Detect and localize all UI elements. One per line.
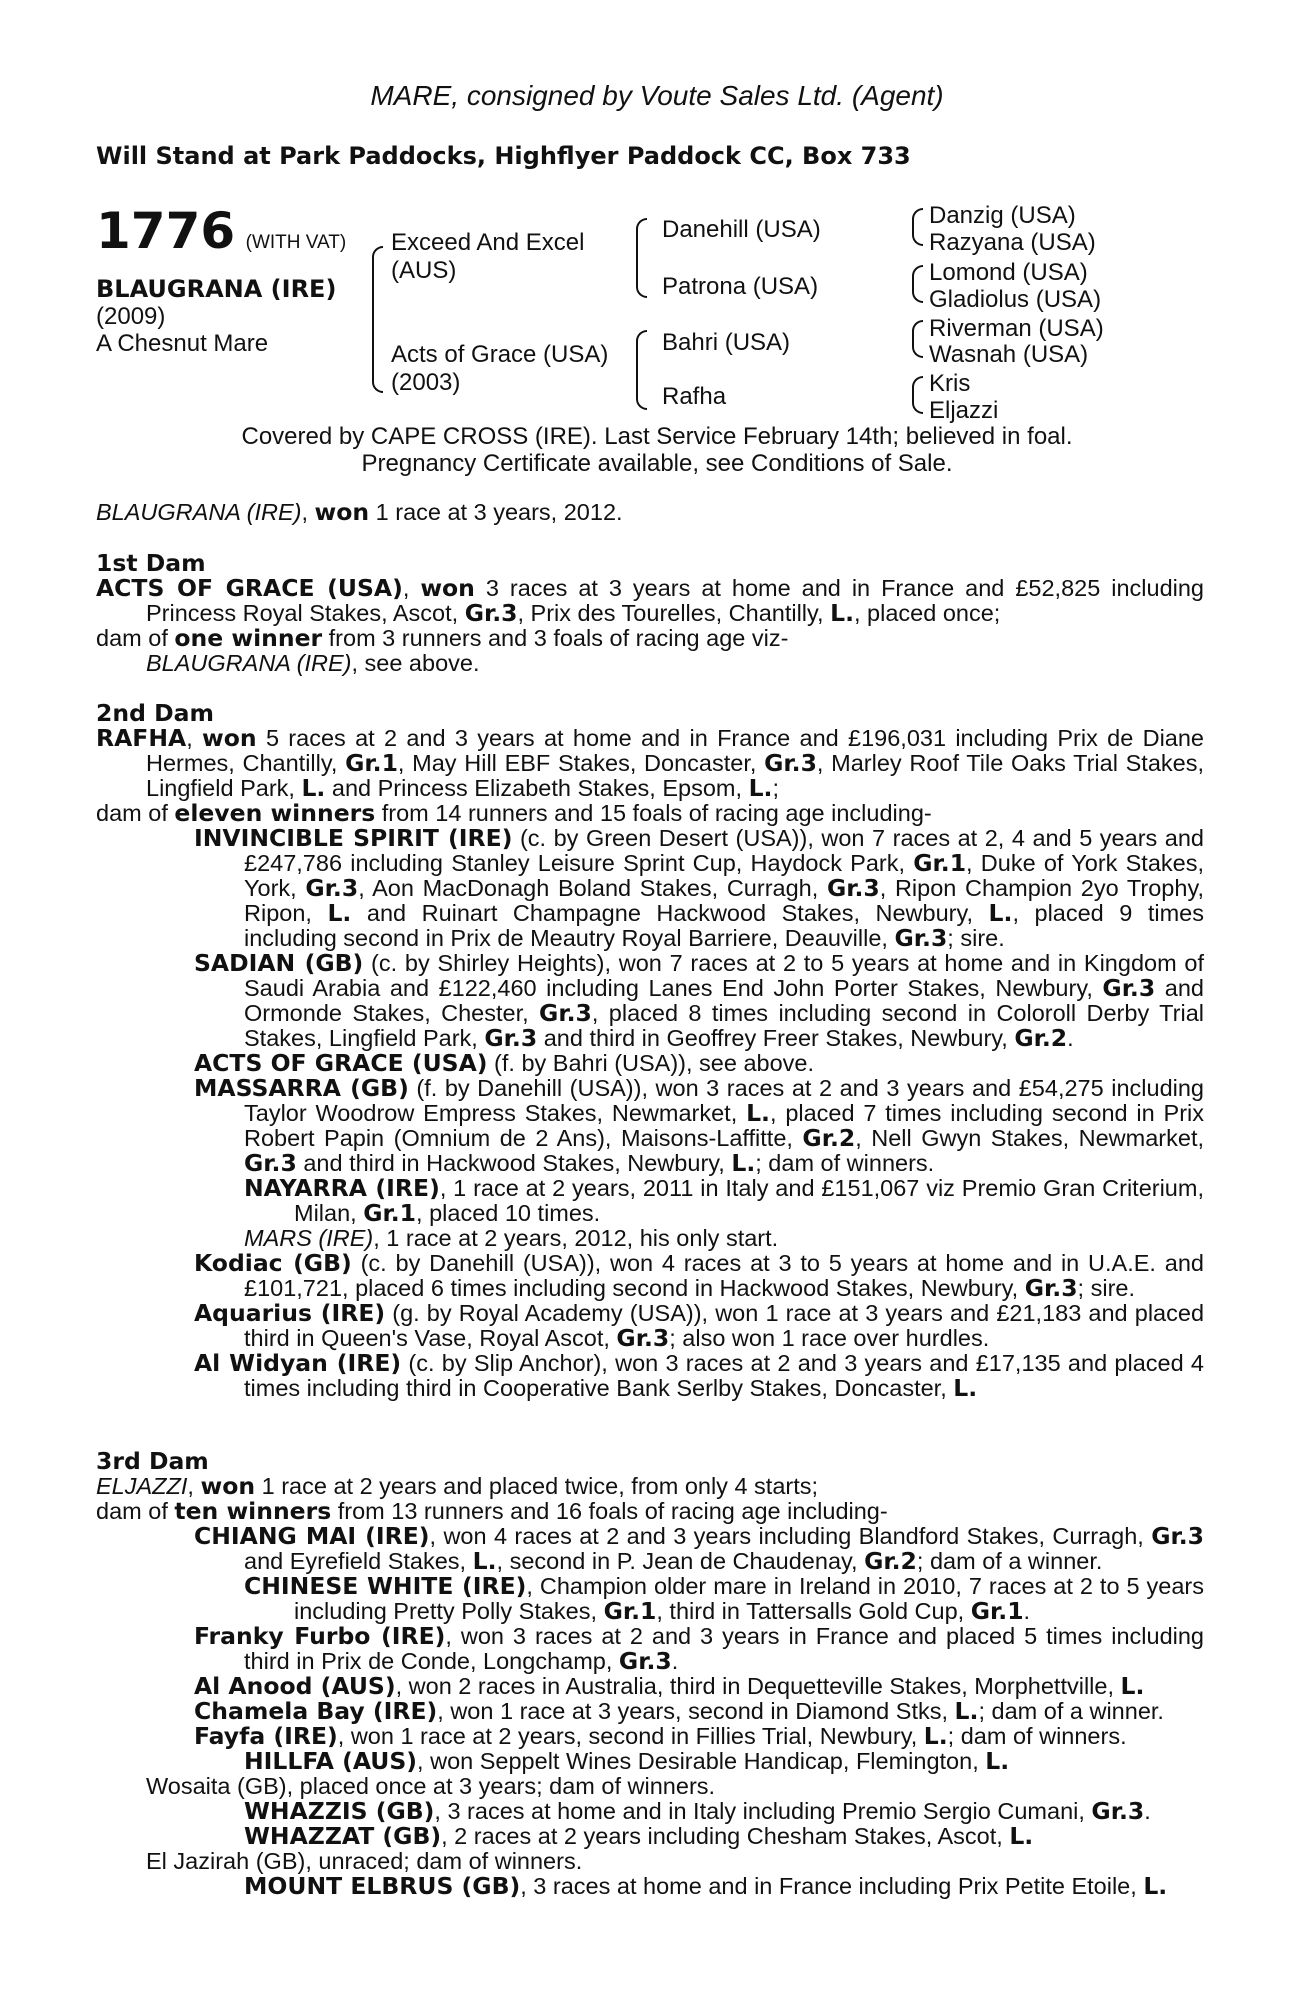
pedigree-brace-rafha xyxy=(912,376,923,414)
pedigree-brace-dam xyxy=(636,330,647,410)
offspring-sadian: SADIAN (GB) (c. by Shirley Heights), won 7 races at 2 to 5 years at home and in Kingdom of Saudi Arabia and £122,460 including Lanes End John Porter Stakes, Newbury, Gr.3 and Ormonde Stakes, Chester, Gr.3, placed 8 times including second in Coloroll Derby Trial Stakes, Lingfield Park, Gr.3 and third in Geoffrey Freer Stakes, Newbury, Gr.2. xyxy=(194,949,1204,1052)
pedigree-brace-danehill xyxy=(912,208,923,246)
pedigree-gen3: Lomond (USA) xyxy=(929,259,1088,286)
offspring-franky-furbo: Franky Furbo (IRE), won 3 races at 2 and 3 years in France and placed 5 times including third in Prix de Conde, Longchamp, Gr.3. xyxy=(194,1622,1204,1675)
grandoffspring-mount-elbrus: MOUNT ELBRUS (GB), 3 races at home and in France including Prix Petite Etoile, L. xyxy=(244,1872,1168,1900)
offspring-chamela-bay: Chamela Bay (IRE), won 1 race at 3 years, second in Diamond Stks, L.; dam of a winner. xyxy=(194,1697,1164,1725)
grandoffspring-nayarra: NAYARRA (IRE), 1 race at 2 years, 2011 in Italy and £151,067 viz Premio Gran Criterium, Milan, Gr.1, placed 10 times. xyxy=(244,1174,1204,1227)
first-dam-produce: dam of one winner from 3 runners and 3 foals of racing age viz- xyxy=(96,624,789,652)
third-dam-section xyxy=(96,1449,1204,1899)
offspring-chiang-mai: CHIANG MAI (IRE), won 4 races at 2 and 3 years including Blandford Stakes, Curragh, Gr.3 and Eyrefield Stakes, L., second in P. Jean de Chaudenay, Gr.2; dam of a winner. xyxy=(194,1522,1204,1575)
pedigree-brace-gen1 xyxy=(372,246,383,393)
pedigree-gen3: Eljazzi xyxy=(929,397,999,424)
first-dam-record: ACTS OF GRACE (USA), won 3 races at 3 years at home and in France and £52,825 including Princess Royal Stakes, Ascot, Gr.3, Prix des Tourelles, Chantilly, L., placed once; xyxy=(96,574,1205,627)
offspring-kodiac: Kodiac (GB) (c. by Danehill (USA)), won 4 races at 3 to 5 years at home and in U.A.E. and £101,721, placed 6 times including second in Hackwood Stakes, Newbury, Gr.3; sire. xyxy=(194,1249,1204,1302)
offspring-al-widyan: Al Widyan (IRE) (c. by Slip Anchor), won 3 races at 2 and 3 years and £17,135 and placed 4 times including third in Cooperative Bank Serlby Stakes, Doncaster, L. xyxy=(194,1349,1204,1402)
pedigree-brace-sire xyxy=(636,218,647,298)
offspring-aquarius: Aquarius (IRE) (g. by Royal Academy (USA)), won 1 race at 3 years and £21,183 and placed third in Queen's Vase, Royal Ascot, Gr.3; also won 1 race over hurdles. xyxy=(194,1299,1205,1352)
consignor-line: MARE, consigned by Voute Sales Ltd. (Agent) xyxy=(370,80,944,111)
covering-note: Covered by CAPE CROSS (IRE). Last Service February 14th; believed in foal. Pregnancy Certificate available, see Conditions of Sale. xyxy=(241,423,1073,477)
pedigree-dam: Acts of Grace (USA) (2003) xyxy=(391,341,609,396)
third-dam-heading: 3rd Dam xyxy=(96,1447,209,1475)
offspring-fayfa: Fayfa (IRE), won 1 race at 2 years, second in Fillies Trial, Newbury, L.; dam of winners. xyxy=(194,1722,1127,1750)
offspring-massarra: MASSARRA (GB) (f. by Danehill (USA)), won 3 races at 2 and 3 years and £54,275 including Taylor Woodrow Empress Stakes, Newmarket, L., placed 7 times including second in Prix Robert Papin (Omnium de 2 Ans), Maisons-Laffitte, Gr.2, Nell Gwyn Stakes, Newmarket, Gr.3 and third in Hackwood Stakes, Newbury, L.; dam of winners. xyxy=(194,1074,1204,1177)
grandoffspring-chinese-white: CHINESE WHITE (IRE), Champion older mare in Ireland in 2010, 7 races at 2 to 5 years including Pretty Polly Stakes, Gr.1, third in Tattersalls Gold Cup, Gr.1. xyxy=(244,1572,1204,1625)
grandoffspring-mars: MARS (IRE), 1 race at 2 years, 2012, his only start. xyxy=(244,1225,779,1251)
pedigree-granddam-paternal: Patrona (USA) xyxy=(662,273,819,300)
stand-location: Will Stand at Park Paddocks, Highflyer Paddock CC, Box 733 xyxy=(96,142,911,170)
race-record: BLAUGRANA (IRE), won 1 race at 3 years, 2012. xyxy=(96,498,623,526)
grandoffspring-hillfa: HILLFA (AUS), won Seppelt Wines Desirable Handicap, Flemington, L. xyxy=(244,1747,1010,1775)
grandoffspring-whazzat: WHAZZAT (GB), 2 races at 2 years including Chesham Stakes, Ascot, L. xyxy=(244,1822,1034,1850)
pedigree-gen3: Kris xyxy=(929,370,971,397)
horse-year: (2009) xyxy=(96,303,166,330)
second-dam-produce: dam of eleven winners from 14 runners and 15 foals of racing age including- xyxy=(96,799,932,827)
pedigree-granddam-maternal: Rafha xyxy=(662,383,727,410)
lot-number: 1776 xyxy=(96,202,236,260)
third-dam-record: ELJAZZI, won 1 race at 2 years and placed twice, from only 4 starts; xyxy=(96,1472,819,1500)
first-dam-offspring: BLAUGRANA (IRE), see above. xyxy=(146,650,480,676)
pedigree-grandsire-paternal: Danehill (USA) xyxy=(662,216,821,243)
grandoffspring-whazzis: WHAZZIS (GB), 3 races at home and in Italy including Premio Sergio Cumani, Gr.3. xyxy=(244,1797,1151,1825)
pedigree-gen3: Danzig (USA) xyxy=(929,202,1076,229)
pedigree-sire: Exceed And Excel (AUS) xyxy=(391,229,585,284)
lot-number-block xyxy=(96,202,346,260)
third-dam-produce: dam of ten winners from 13 runners and 16 foals of racing age including- xyxy=(96,1497,888,1525)
first-dam-section xyxy=(96,551,1204,676)
pedigree-gen3: Gladiolus (USA) xyxy=(929,286,1102,313)
offspring-wosaita: Wosaita (GB), placed once at 3 years; dam of winners. xyxy=(146,1773,716,1799)
pedigree-brace-patrona xyxy=(912,265,923,303)
pedigree-gen3: Wasnah (USA) xyxy=(929,341,1089,368)
second-dam-record: RAFHA, won 5 races at 2 and 3 years at home and in France and £196,031 including Prix de Diane Hermes, Chantilly, Gr.1, May Hill EBF Stakes, Doncaster, Gr.3, Marley Roof Tile Oaks Trial Stakes, Lingfield Park, L. and Princess Elizabeth Stakes, Epsom, L.; xyxy=(96,724,1204,802)
horse-name: BLAUGRANA (IRE) xyxy=(96,275,337,303)
first-dam-heading: 1st Dam xyxy=(96,549,206,577)
offspring-al-anood: Al Anood (AUS), won 2 races in Australia, third in Dequetteville Stakes, Morphettville, L. xyxy=(194,1672,1145,1700)
vat-note: (WITH VAT) xyxy=(245,232,347,253)
offspring-invincible-spirit: INVINCIBLE SPIRIT (IRE) (c. by Green Desert (USA)), won 7 races at 2, 4 and 5 years and £247,786 including Stanley Leisure Sprint Cup, Haydock Park, Gr.1, Duke of York Stakes, York, Gr.3, Aon MacDonagh Boland Stakes, Curragh, Gr.3, Ripon Champion 2yo Trophy, Ripon, L. and Ruinart Champagne Hackwood Stakes, Newbury, L., placed 9 times including second in Prix de Meautry Royal Barriere, Deauville, Gr.3; sire. xyxy=(194,824,1205,952)
pedigree-gen3: Riverman (USA) xyxy=(929,315,1104,342)
second-dam-heading: 2nd Dam xyxy=(96,699,214,727)
second-dam-section xyxy=(96,701,1204,1401)
pedigree-gen3: Razyana (USA) xyxy=(929,229,1096,256)
pedigree-brace-bahri xyxy=(912,320,923,358)
offspring-el-jazirah: El Jazirah (GB), unraced; dam of winners. xyxy=(146,1848,583,1874)
horse-description: A Chesnut Mare xyxy=(96,330,269,357)
pedigree-grandsire-maternal: Bahri (USA) xyxy=(662,329,791,356)
offspring-acts-of-grace: ACTS OF GRACE (USA) (f. by Bahri (USA)), see above. xyxy=(194,1049,815,1077)
